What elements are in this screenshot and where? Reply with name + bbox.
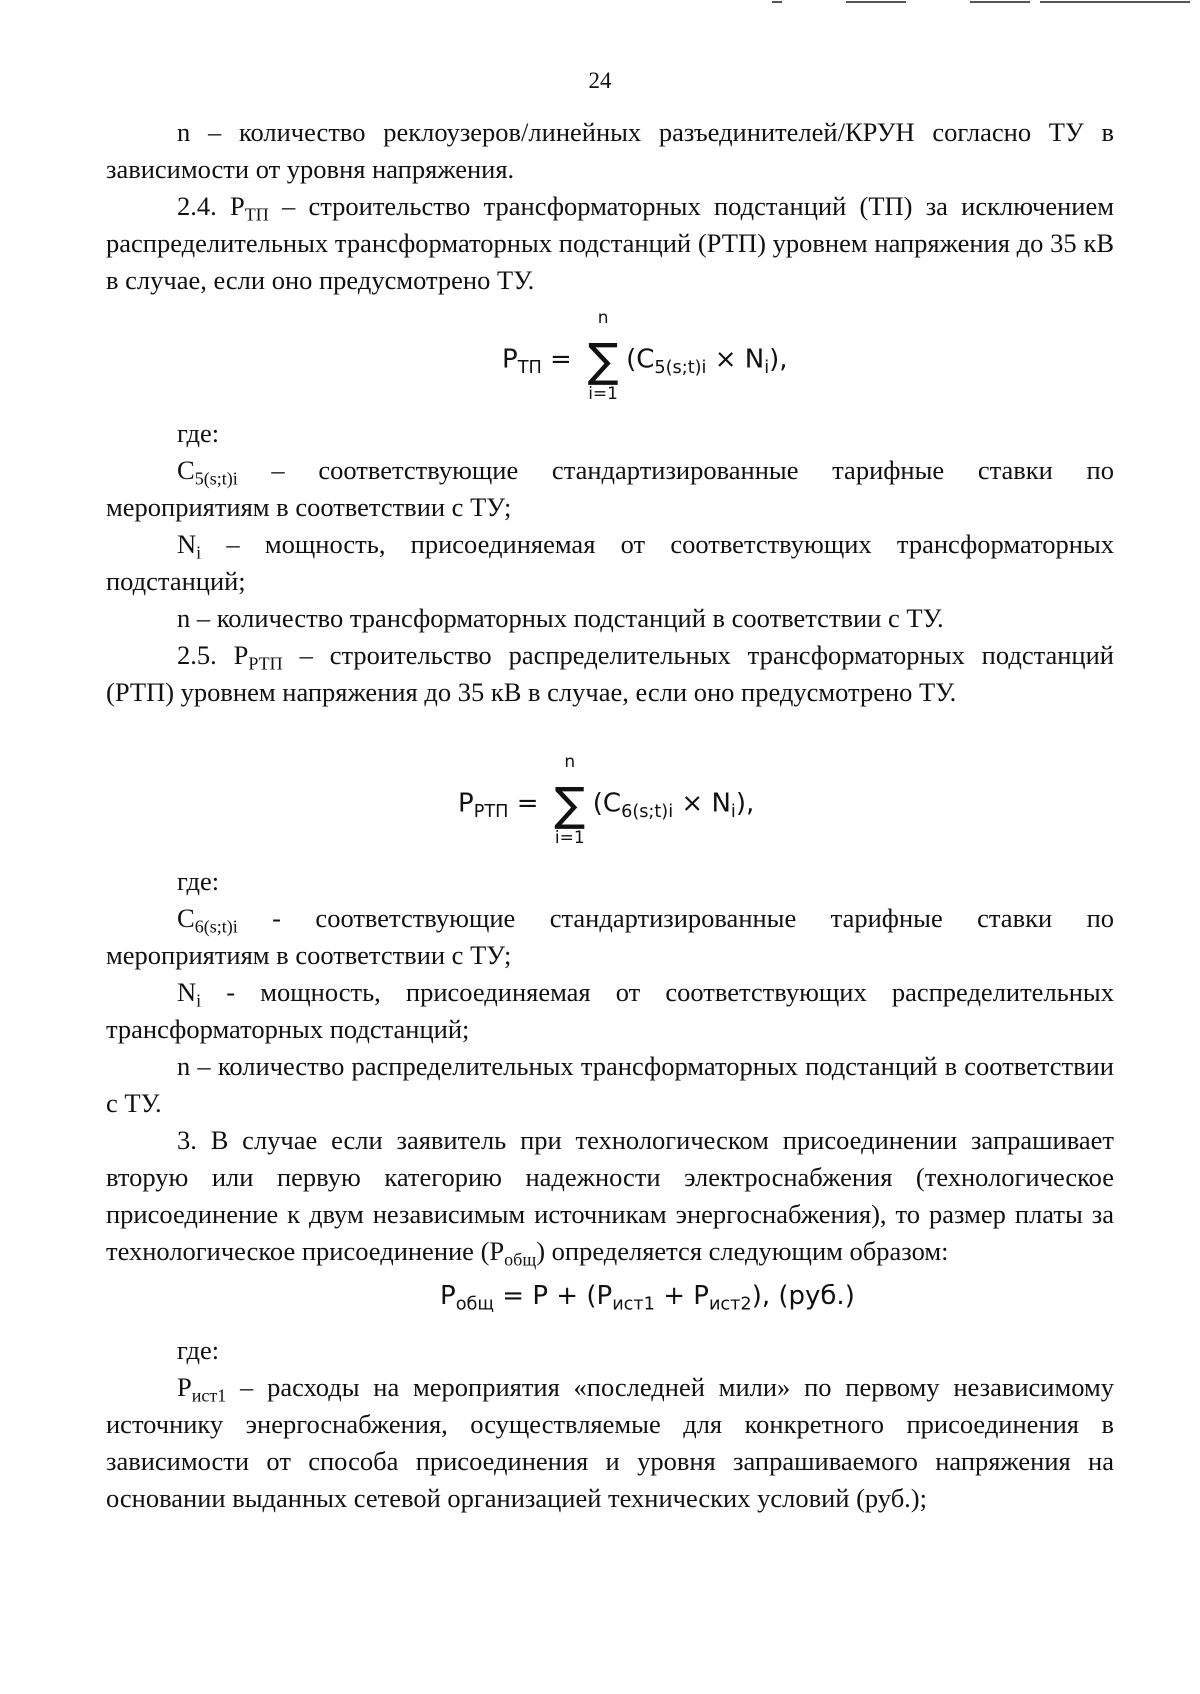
formula-p-tp: $P_{ТП}$ = n ∑ i=1 $(C_{5(s;t)i} \times N_i)$, [502,308,788,404]
paragraph-3: 3. В случае если заявитель при технологическом присоединении запрашивает вторую или первую категорию надежности электроснабжения (технологическое присоединение к двум независимым источникам энергоснабжения), то размер платы за технологическое присоединение $(Р_{общ})$ определяется следующим образом: [106,1125,1114,1270]
document-body [106,114,1114,1517]
page-number: 24 [588,68,612,93]
paragraph-2-4: 2.4. $Р_{ТП}$ – строительство трансформаторных подстанций (ТП) за исключением распределительных трансформаторных подстанций (РТП) уровнем напряжения до 35 кВ в случае, если оно предусмотрено ТУ. [106,191,1114,295]
formula-p-rtp: $P_{РТП}$ = n ∑ i=1 $(C_{6(s;t)i} \times N_i)$, [458,752,755,848]
where-label-2: где: [177,866,220,896]
where-label-3: где: [177,1335,220,1365]
definition-ni-2: $N_i$ - мощность, присоединяемая от соответствующих распределительных трансформаторных подстанций; [106,977,1114,1044]
paragraph-2-5: 2.5. $Р_{РТП}$ – строительство распределительных трансформаторных подстанций (РТП) уровнем напряжения до 35 кВ в случае, если оно предусмотрено ТУ. [106,640,1114,707]
definition-n-1: n – количество трансформаторных подстанций в соответствии с ТУ. [177,603,944,633]
definition-p-ist1: $Р_{ист1}$ – расходы на мероприятия «последней мили» по первому независимому источнику энергоснабжения, осуществляемые для конкретного присоединения в зависимости от способа присоединения и уровня запрашиваемого напряжения на основании выданных сетевой организацией технических условий (руб.); [106,1372,1114,1513]
summation-symbol: n ∑ i=1 [554,752,586,848]
definition-c5: $С_{5(s;t)i}$ – соответствующие стандартизированные тарифные ставки по мероприятиям в соответствии с ТУ; [106,455,1114,522]
summation-symbol: n ∑ i=1 [587,308,619,404]
formula-p-total: $P_{общ} = P + (P_{ист1} + P_{ист2})$, (руб.) [440,1281,855,1315]
scan-top-marks [0,0,1200,4]
where-label-1: где: [177,418,220,448]
definition-n-2: n – количество распределительных трансформаторных подстанций в соответствии с ТУ. [106,1051,1114,1118]
definition-ni-1: $N_i$ – мощность, присоединяемая от соответствующих трансформаторных подстанций; [106,529,1114,596]
paragraph-n-reclosers: n – количество реклоузеров/линейных разъединителей/КРУН согласно ТУ в зависимости от уровня напряжения. [106,117,1114,184]
definition-c6: $С_{6(s;t)i}$ - соответствующие стандартизированные тарифные ставки по мероприятиям в соответствии с ТУ; [106,903,1114,970]
